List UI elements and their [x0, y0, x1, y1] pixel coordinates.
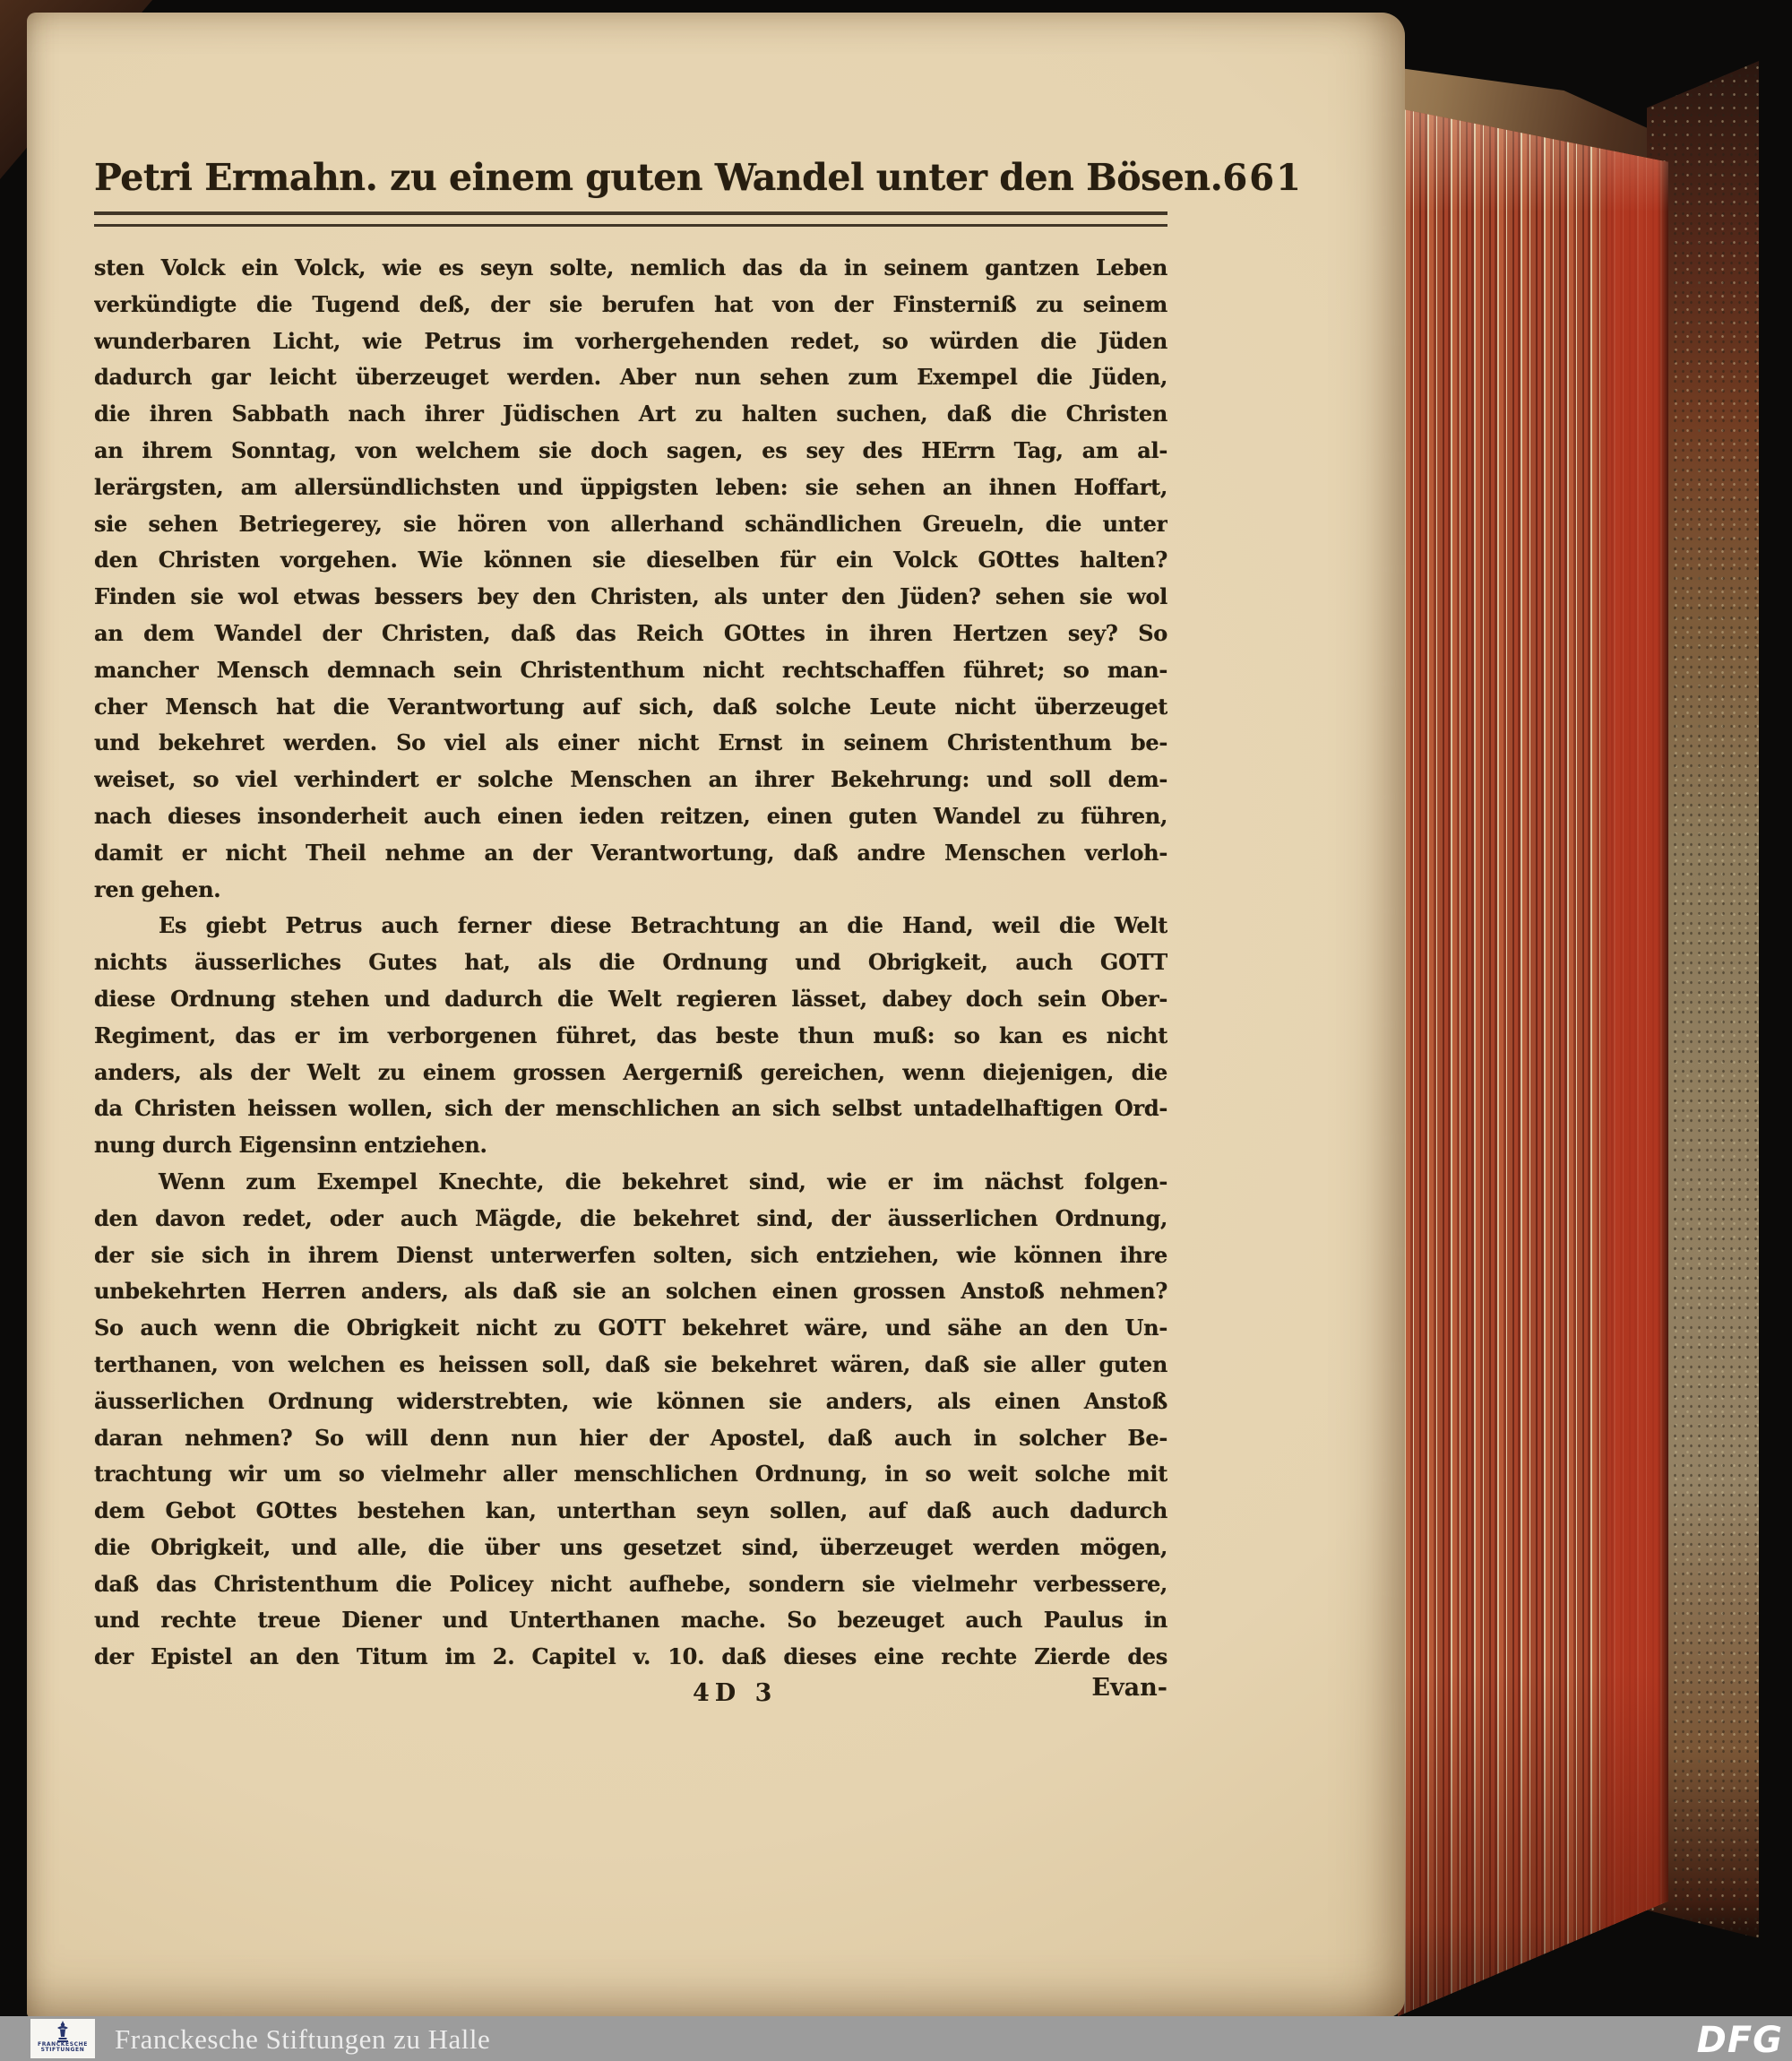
francke-emblem-icon: [54, 2021, 72, 2042]
institution-bar: [0, 2016, 1792, 2061]
text-line: verkündigte die Tugend deß, der sie berufen hat von der Finsterniß zu seinem: [94, 290, 1167, 317]
text-line: ren gehen.: [94, 875, 221, 902]
francke-logo-caption-line1: FRANCKESCHE: [38, 2041, 88, 2048]
institution-name: Franckesche Stiftungen zu Halle: [115, 2023, 491, 2055]
text-line: wunderbaren Licht, wie Petrus im vorhergehenden redet, so würden die Jüden: [94, 327, 1167, 354]
text-line: und rechte treue Diener und Unterthanen mache. So bezeuget auch Paulus in: [94, 1607, 1167, 1634]
text-line: damit er nicht Theil nehme an der Verantwortung, daß andre Menschen verloh-: [94, 839, 1167, 866]
catchword: Evan-: [1091, 1674, 1167, 1703]
text-line: der Epistel an den Titum im 2. Capitel v. 10. daß dieses eine rechte Zierde des: [94, 1643, 1167, 1670]
signature-row: [94, 1674, 1167, 1720]
signature-mark: 4D 3: [693, 1679, 778, 1708]
text-line: lerärgsten, am allersündlichsten und üppigsten leben: sie sehen an ihnen Hoffart,: [94, 473, 1167, 500]
book-fore-edge-pages: [1398, 97, 1668, 2016]
text-line: unbekehrten Herren anders, als daß sie an solchen einen grossen Anstoß nehmen?: [94, 1278, 1167, 1305]
text-line: daß das Christenthum die Policey nicht aufhebe, sondern sie vielmehr verbessere,: [94, 1570, 1167, 1597]
text-line: den Christen vorgehen. Wie können sie dieselben für ein Volck GOttes halten?: [94, 547, 1167, 573]
francke-logo-caption: [38, 2042, 88, 2053]
header-rule: [94, 211, 1167, 227]
text-line: Finden sie wol etwas bessers bey den Christen, als unter den Jüden? sehen sie wol: [94, 583, 1167, 610]
text-line: dem Gebot GOttes bestehen kan, unterthan seyn sollen, auf daß auch dadurch: [94, 1497, 1167, 1524]
page-number: 661: [1222, 157, 1303, 199]
text-line: äusserlichen Ordnung widerstrebten, wie können sie anders, als einen Anstoß: [94, 1387, 1167, 1414]
text-line: So auch wenn die Obrigkeit nicht zu GOTT bekehret wäre, und sähe an den Un-: [94, 1315, 1167, 1341]
text-line: die ihren Sabbath nach ihrer Jüdischen Art zu halten suchen, daß die Christen: [94, 401, 1167, 427]
text-line: an dem Wandel der Christen, daß das Reich GOttes in ihren Hertzen sey? So: [94, 619, 1167, 646]
text-line: daran nehmen? So will denn nun hier der Apostel, daß auch in solcher Be-: [94, 1424, 1167, 1451]
text-line: trachtung wir um so vielmehr aller menschlichen Ordnung, in so weit solche mit: [94, 1461, 1167, 1488]
text-line: weiset, so viel verhindert er solche Menschen an ihrer Bekehrung: und soll dem-: [94, 766, 1167, 793]
body-text: [94, 250, 1167, 1676]
running-header-title: Petri Ermahn. zu einem guten Wandel unter den Bösen.: [94, 156, 1223, 199]
running-header: [94, 156, 1303, 199]
francke-logo: [30, 2019, 95, 2058]
text-line: mancher Mensch demnach sein Christenthum nicht rechtschaffen führet; so man-: [94, 656, 1167, 683]
text-line: die Obrigkeit, und alle, die über uns gesetzet sind, überzeuget werden mögen,: [94, 1533, 1167, 1560]
text-line: Regiment, das er im verborgenen führet, das beste thun muß: so kan es nicht: [94, 1022, 1167, 1048]
text-line: der sie sich in ihrem Dienst unterwerfen solten, sich entziehen, wie können ihre: [94, 1241, 1167, 1268]
text-line: nichts äusserliches Gutes hat, als die Ordnung und Obrigkeit, auch GOTT: [94, 949, 1167, 976]
text-line: da Christen heissen wollen, sich der menschlichen an sich selbst untadelhaftigen Ord-: [94, 1095, 1167, 1122]
text-line: diese Ordnung stehen und dadurch die Welt regieren lässet, dabey doch sein Ober-: [94, 985, 1167, 1012]
text-line: sten Volck ein Volck, wie es seyn solte, nemlich das da in seinem gantzen Leben: [94, 254, 1167, 280]
text-line: nung durch Eigensinn entziehen.: [94, 1132, 487, 1159]
text-line: anders, als der Welt zu einem grossen Aergerniß gereichen, wenn diejenigen, die: [94, 1058, 1167, 1085]
text-line: sie sehen Betriegerey, sie hören von allerhand schändlichen Greueln, die unter: [94, 510, 1167, 537]
text-line: dadurch gar leicht überzeuget werden. Aber nun sehen zum Exempel die Jüden,: [94, 364, 1167, 391]
francke-logo-caption-line2: STIFTUNGEN: [40, 2047, 85, 2053]
text-line: Es giebt Petrus auch ferner diese Betrachtung an die Hand, weil die Welt: [159, 912, 1167, 939]
book-page: [27, 13, 1405, 2018]
text-line: den davon redet, oder auch Mägde, die bekehret sind, der äusserlichen Ordnung,: [94, 1204, 1167, 1231]
text-line: und bekehret werden. So viel als einer nicht Ernst in seinem Christenthum be-: [94, 729, 1167, 756]
text-line: cher Mensch hat die Verantwortung auf sich, daß solche Leute nicht überzeuget: [94, 693, 1167, 720]
text-line: an ihrem Sonntag, von welchem sie doch sagen, es sey des HErrn Tag, am al-: [94, 436, 1167, 463]
text-line: terthanen, von welchen es heissen soll, daß sie bekehret wären, daß sie aller guten: [94, 1350, 1167, 1377]
dfg-logo: DFG: [1696, 2020, 1783, 2061]
text-line: Wenn zum Exempel Knechte, die bekehret sind, wie er im nächst folgen-: [159, 1168, 1167, 1194]
text-line: nach dieses insonderheit auch einen ieden reitzen, einen guten Wandel zu führen,: [94, 802, 1167, 829]
page-content: [94, 156, 1303, 1720]
